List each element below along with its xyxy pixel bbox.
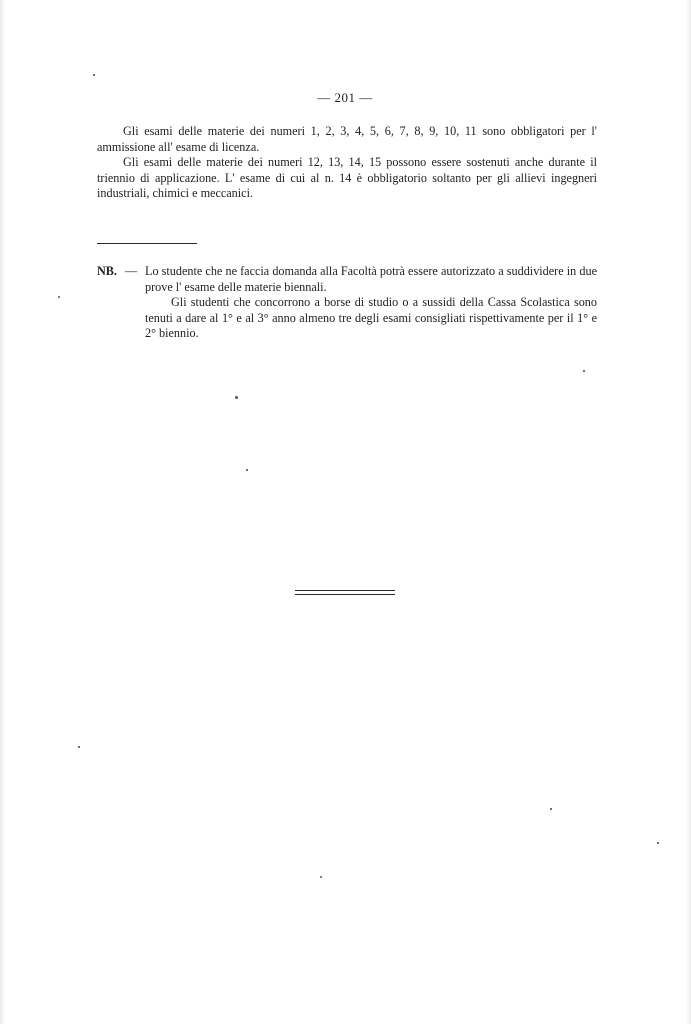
scan-speck bbox=[58, 296, 60, 298]
scan-speck bbox=[93, 74, 95, 76]
intro-paragraph: Gli esami delle materie dei numeri 12, 13, 14, 15 possono essere sostenuti anche durante il triennio di applicazione. L' esame di cui al n. 14 è obbligatorio soltanto per gli allievi ingegneri industriali, chimici e meccanici. bbox=[97, 155, 597, 201]
scan-speck bbox=[583, 370, 585, 372]
scan-speck bbox=[78, 746, 80, 748]
nb-dash: — bbox=[125, 264, 138, 278]
scan-speck bbox=[235, 396, 238, 399]
nb-label: NB. bbox=[97, 264, 117, 278]
intro-paragraph: Gli esami delle materie dei numeri 1, 2, 3, 4, 5, 6, 7, 8, 9, 10, 11 sono obbligatori per l' ammissione all' esame di licenza. bbox=[97, 124, 597, 154]
scan-speck bbox=[657, 842, 659, 844]
scan-speck bbox=[246, 469, 248, 471]
nb-paragraph: Gli studenti che concorrono a borse di studio o a sussidi della Cassa Scolastica sono tenuti a dare al 1° e al 3° anno almeno tre degli esami consigliati rispettivamente per il 1° e 2° biennio. bbox=[145, 295, 597, 341]
end-rule bbox=[295, 590, 395, 595]
page-number: — 201 — bbox=[317, 90, 373, 105]
nb-paragraph: Lo studente che ne faccia domanda alla Facoltà potrà essere autorizzato a suddividere in due prove l' esame delle materie biennali. bbox=[145, 264, 597, 294]
nb-section bbox=[145, 264, 597, 342]
page-left-edge bbox=[0, 0, 5, 1024]
scan-speck bbox=[550, 808, 552, 810]
section-divider bbox=[97, 243, 197, 244]
intro-section bbox=[97, 124, 597, 202]
scan-speck bbox=[320, 876, 322, 878]
page-right-edge bbox=[686, 0, 691, 1024]
